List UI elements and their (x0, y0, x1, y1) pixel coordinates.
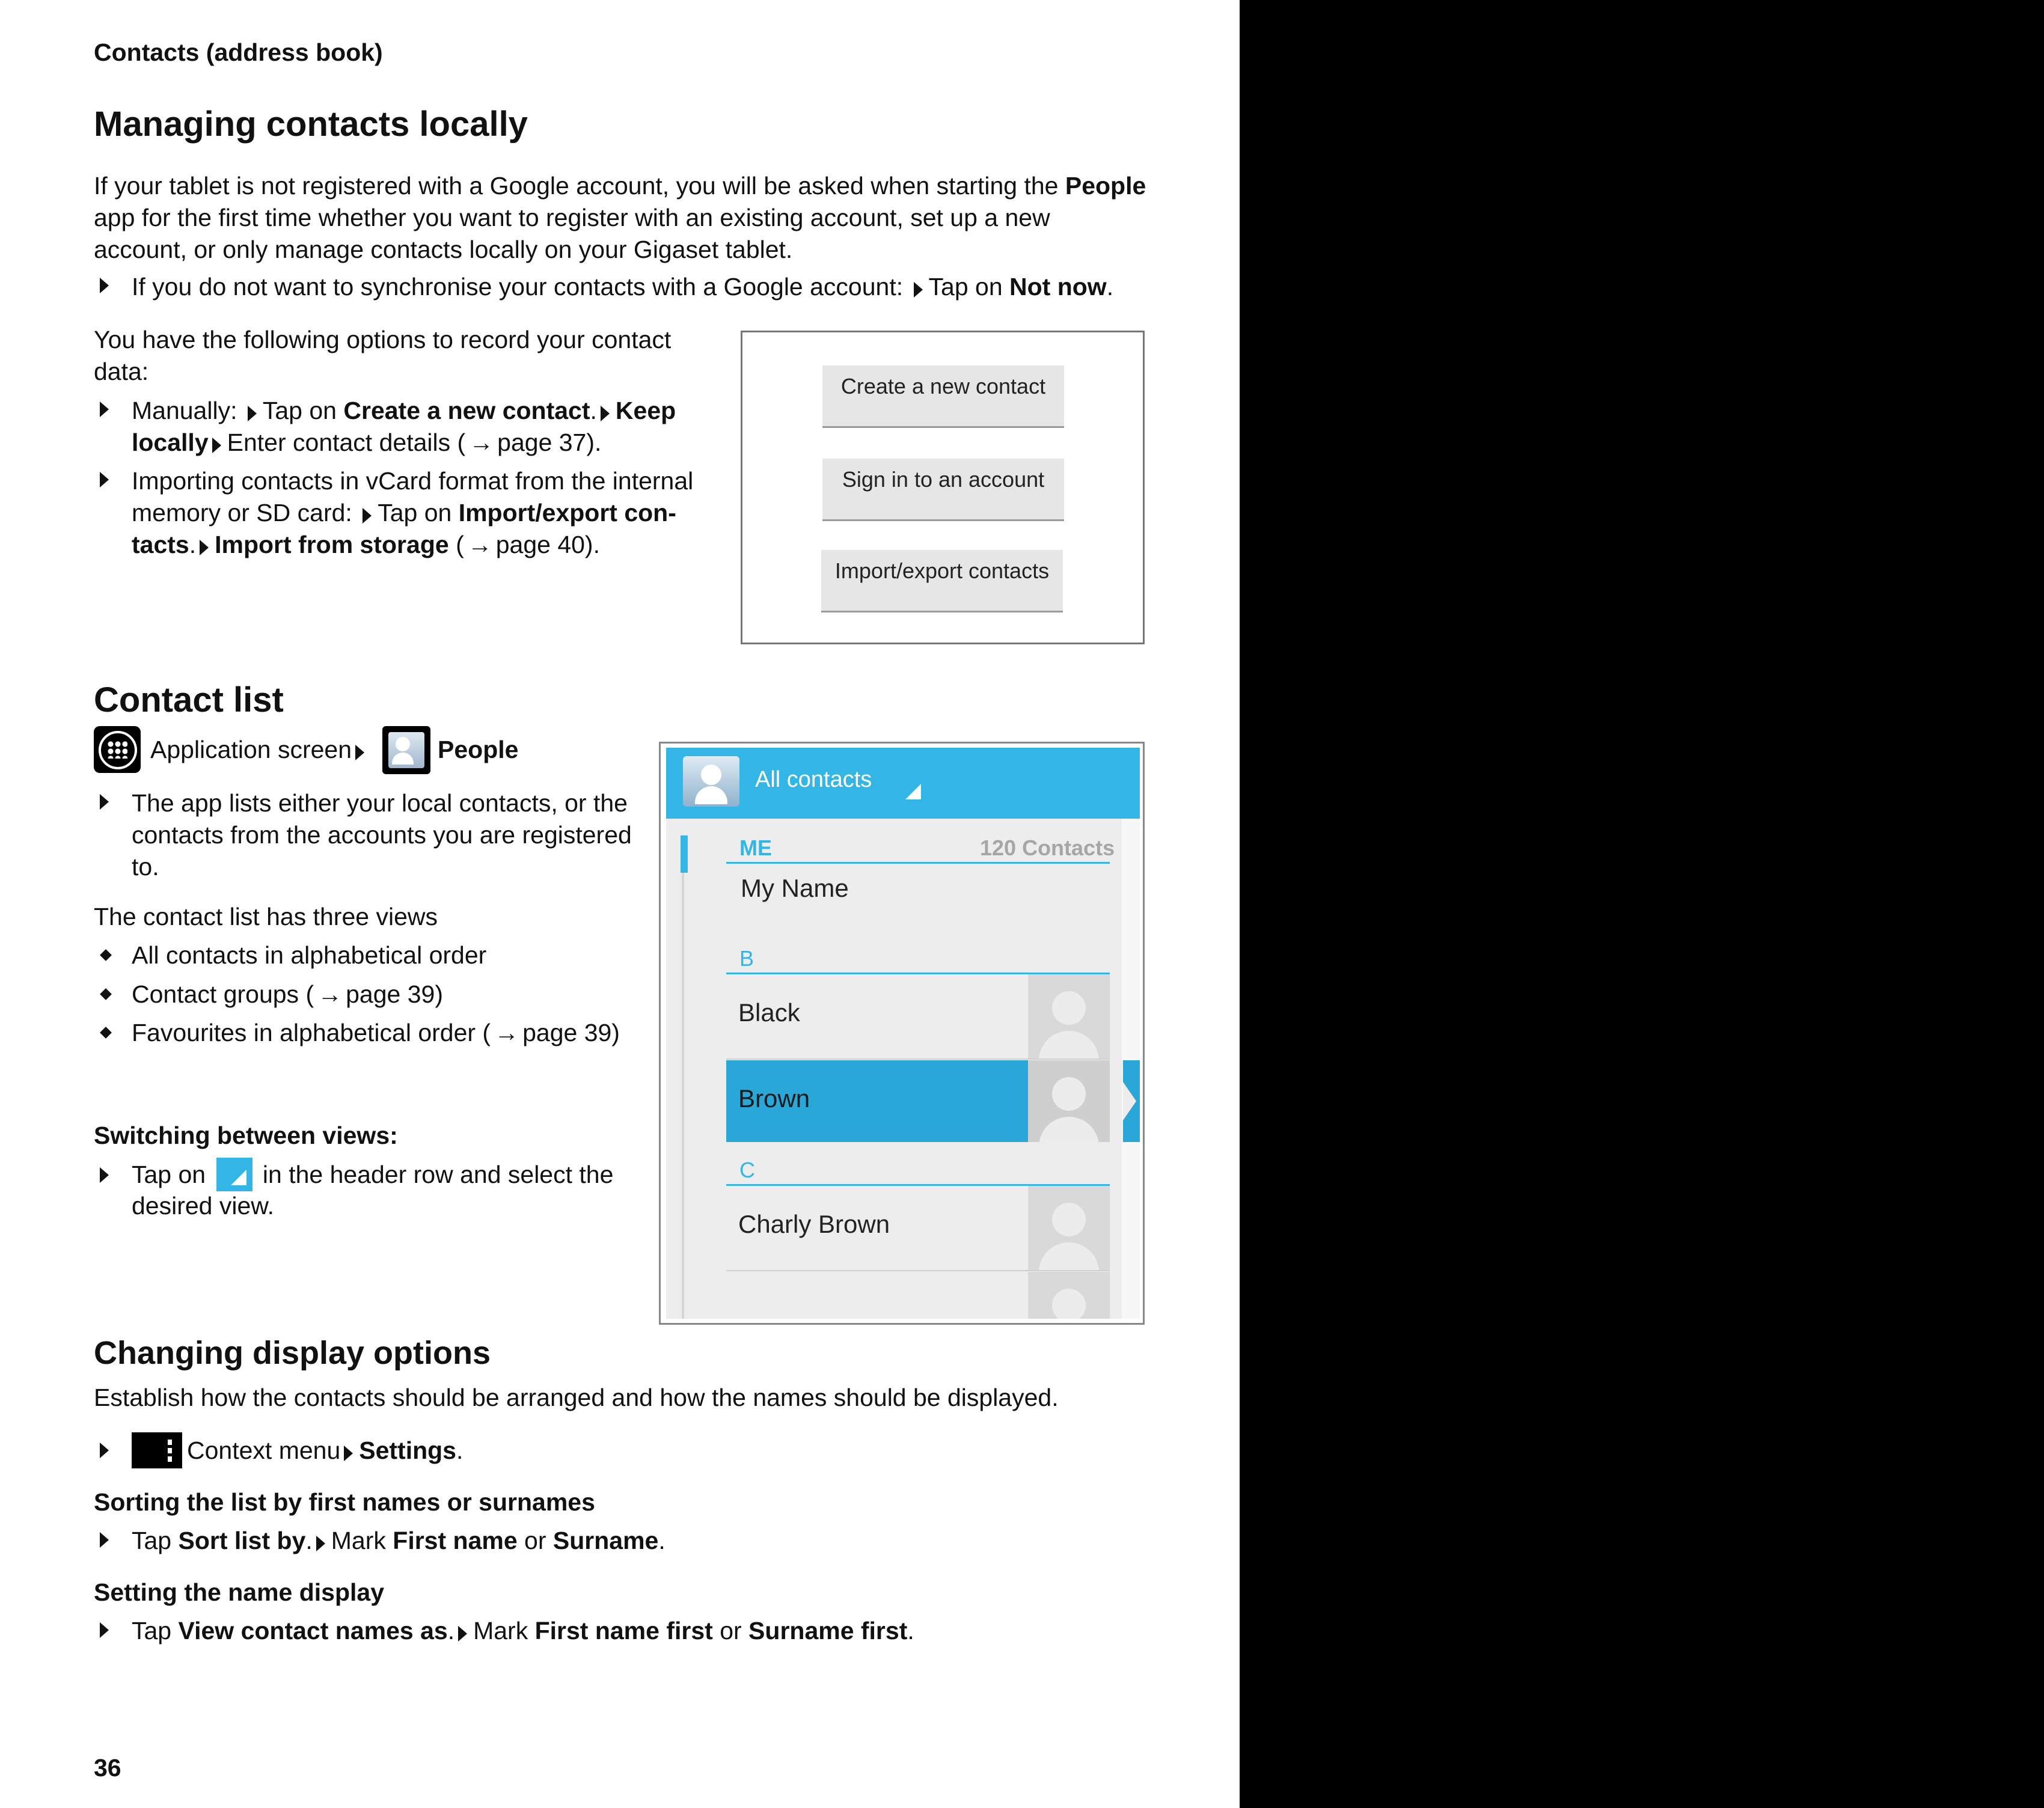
switch-line-1: Tap on in the header row and select the (132, 1158, 613, 1191)
step-arrow-icon (212, 438, 221, 453)
diamond-bullet-icon (100, 988, 112, 1000)
lists-line-1: The app lists either your local contacts, or the (132, 789, 628, 817)
name-display-title: Setting the name display (94, 1578, 384, 1606)
scrollbar-track (682, 873, 684, 1319)
contact-name: Brown (738, 1084, 810, 1113)
bullet-arrow-icon (100, 1532, 109, 1548)
page-reference-arrow-icon: → (467, 531, 492, 558)
step-arrow-icon (458, 1626, 467, 1642)
avatar-icon (1028, 1272, 1110, 1319)
view-contact-groups: Contact groups ( → page 39) (132, 978, 443, 1010)
view-favourites: Favourites in alphabetical order ( → page 39) (132, 1016, 620, 1049)
running-header: Contacts (address book) (94, 38, 383, 66)
context-menu-icon (132, 1432, 182, 1468)
divider (726, 862, 1110, 864)
step-arrow-icon (344, 1446, 353, 1461)
app-screen-icon (94, 726, 141, 773)
intro-line-1: If your tablet is not registered with a Google account, you will be asked when starting the People (94, 172, 1146, 200)
setup-dialog-screenshot (741, 331, 1145, 644)
lists-line-3: to. (132, 853, 159, 881)
step-arrow-icon (914, 282, 923, 298)
contact-row-brown-selected[interactable] (726, 1060, 1110, 1142)
step-arrow-icon (355, 745, 364, 760)
display-intro: Establish how the contacts should be arranged and how the names should be displayed. (94, 1384, 1059, 1411)
lists-line-2: contacts from the accounts you are registered (132, 821, 632, 849)
bullet-arrow-icon (100, 472, 109, 487)
view-dropdown-icon (216, 1158, 252, 1191)
avatar-icon (1028, 974, 1110, 1058)
name-display-step: Tap View contact names as. Mark First name first or Surname first. (132, 1617, 914, 1645)
avatar-icon (1028, 1186, 1110, 1270)
contact-count: 120 Contacts (980, 835, 1115, 860)
diamond-bullet-icon (100, 1027, 112, 1039)
people-app-icon (382, 726, 430, 774)
section-title-display-options: Changing display options (94, 1335, 491, 1371)
section-label-b: B (739, 946, 754, 971)
contact-name: Black (738, 998, 800, 1027)
diamond-bullet-icon (100, 949, 112, 961)
view-dropdown-icon[interactable] (905, 784, 921, 799)
black-margin-panel (1240, 0, 2044, 1808)
manual-line-1: Manually: Tap on Create a new contact. Keep (132, 397, 676, 424)
contact-list-header (666, 748, 1140, 819)
scroll-indicator[interactable] (681, 835, 688, 873)
path-application-screen: Application screen (150, 733, 370, 766)
step-arrow-icon (601, 406, 610, 421)
divider (726, 1058, 1110, 1060)
intro-line-2: app for the first time whether you want to register with an existing account, set up a new (94, 204, 1050, 231)
section-title-contact-list: Contact list (94, 680, 284, 719)
import-line-2: memory or SD card: Tap on Import/export con- (132, 499, 676, 527)
switch-line-2: desired view. (132, 1192, 275, 1220)
import-line-3: tacts. Import from storage ( → page 40). (132, 528, 600, 561)
bullet-arrow-icon (100, 402, 109, 417)
options-line-2: data: (94, 358, 149, 385)
selection-notch (1123, 1082, 1136, 1120)
views-intro: The contact list has three views (94, 903, 438, 930)
page-number: 36 (94, 1754, 121, 1782)
all-contacts-title[interactable]: All contacts (755, 767, 872, 792)
step-arrow-icon (248, 406, 257, 421)
context-menu-step: Context menu Settings. (187, 1437, 464, 1464)
sort-title: Sorting the list by first names or surnames (94, 1488, 595, 1516)
page-reference-arrow-icon: → (317, 980, 343, 1008)
switch-views-title: Switching between views: (94, 1122, 398, 1149)
view-all-contacts: All contacts in alphabetical order (132, 941, 487, 969)
bullet-not-now: If you do not want to synchronise your contacts with a Google account: Tap on Not now. (132, 273, 1114, 301)
create-contact-button[interactable]: Create a new contact (822, 365, 1064, 428)
import-line-1: Importing contacts in vCard format from the internal (132, 467, 694, 495)
intro-line-3: account, or only manage contacts locally on your Gigaset tablet. (94, 236, 793, 263)
sort-step: Tap Sort list by. Mark First name or Surname. (132, 1527, 666, 1554)
contact-name: Charly Brown (738, 1210, 890, 1238)
step-arrow-icon (363, 508, 372, 524)
import-export-contacts-button[interactable]: Import/export contacts (821, 550, 1063, 612)
contact-row-black[interactable] (726, 974, 1110, 1058)
contact-list-screen (666, 748, 1140, 1319)
bullet-arrow-icon (100, 1167, 109, 1183)
avatar-icon (1028, 1060, 1110, 1142)
section-label-me: ME (739, 835, 772, 860)
options-line-1: You have the following options to record your contact (94, 326, 672, 353)
manual-line-2: locally Enter contact details ( → page 37). (132, 426, 601, 459)
section-title-managing: Managing contacts locally (94, 105, 528, 144)
page-reference-arrow-icon: → (469, 429, 494, 456)
people-icon (683, 756, 739, 807)
my-name-entry[interactable]: My Name (741, 874, 849, 902)
section-label-c: C (739, 1158, 755, 1182)
bullet-arrow-icon (100, 1443, 109, 1458)
bullet-arrow-icon (100, 1622, 109, 1638)
divider (726, 1270, 1110, 1271)
path-people: People (438, 736, 519, 763)
sign-in-account-button[interactable]: Sign in to an account (822, 459, 1064, 521)
contact-row-charly-brown[interactable] (726, 1186, 1110, 1270)
page-reference-arrow-icon: → (494, 1019, 519, 1046)
bullet-arrow-icon (100, 794, 109, 810)
step-arrow-icon (316, 1536, 325, 1551)
bullet-arrow-icon (100, 278, 109, 293)
step-arrow-icon (200, 540, 209, 555)
